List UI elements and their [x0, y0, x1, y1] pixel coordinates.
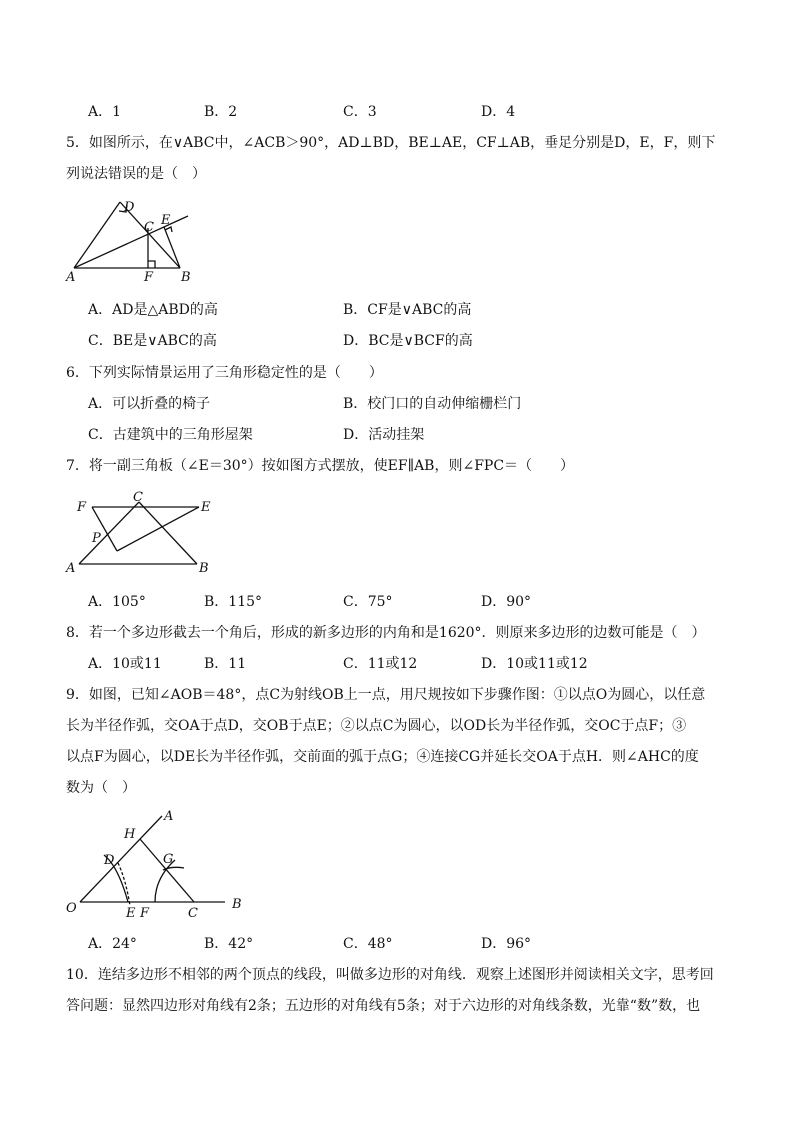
q5-seg-AE [74, 216, 188, 268]
q5-label-c: C [144, 220, 154, 235]
q10-stem-line2: 答问题：显然四边形对角线有2条；五边形的对角线有5条；对于六边形的对角线条数，光靠“数”数，也 [66, 998, 701, 1014]
q9-label-c: C [188, 906, 198, 921]
q9-label-h: H [124, 827, 136, 842]
q8-option-c[interactable]: C．11或12 [343, 656, 418, 672]
q9-option-d[interactable]: D．96° [481, 936, 532, 952]
q4-option-a[interactable]: A．1 [88, 104, 122, 120]
q5-option-b[interactable]: B．CF是∨ABC的高 [343, 302, 472, 318]
q7-option-a[interactable]: A．105° [88, 594, 146, 610]
q9-option-a[interactable]: A．24° [88, 936, 137, 952]
q9-label-a: A [164, 809, 174, 824]
q7-figure [62, 488, 222, 578]
q7-stem: 7．将一副三角板（∠E＝30°）按如图方式摆放，使EF∥AB，则∠FPC＝（ ） [66, 458, 575, 474]
q5-label-b: B [181, 270, 191, 284]
q7-label-p: P [92, 531, 101, 546]
q9-stem-line3: 以点F为圆心，以DE长为半径作弧，交前面的弧于点G；④连接CG并延长交OA于点H．则∠AHC的度 [66, 749, 699, 765]
q5-option-c[interactable]: C．BE是∨ABC的高 [88, 333, 217, 349]
q5-figure [60, 192, 200, 284]
q9-label-e: E [126, 906, 136, 921]
q6-option-d[interactable]: D．活动挂架 [343, 427, 425, 443]
q9-ray-OA [80, 816, 162, 902]
q6-option-c[interactable]: C．古建筑中的三角形屋架 [88, 427, 253, 443]
q7-seg-AC [79, 502, 139, 564]
q4-option-b[interactable]: B．2 [204, 104, 238, 120]
q5-option-a[interactable]: A．AD是△ABD的高 [88, 302, 218, 318]
q8-option-d[interactable]: D．10或11或12 [481, 656, 588, 672]
q8-option-a[interactable]: A．10或11 [88, 656, 162, 672]
q5-seg-EB [164, 227, 180, 268]
q9-seg-HC [140, 839, 194, 902]
q7-seg-CB [139, 502, 197, 564]
q4-option-d[interactable]: D．4 [481, 104, 516, 120]
q9-stem-line4: 数为（ ） [66, 780, 136, 796]
q7-option-c[interactable]: C．75° [343, 594, 393, 610]
q5-stem-line2: 列说法错误的是（ ） [66, 166, 206, 182]
q7-label-a: A [66, 561, 76, 576]
q7-option-b[interactable]: B．115° [204, 594, 263, 610]
q7-label-c: C [133, 490, 143, 505]
q8-option-b[interactable]: B．11 [204, 656, 247, 672]
q9-figure [60, 806, 250, 922]
q7-label-f: F [77, 500, 87, 515]
q9-label-b: B [232, 897, 242, 912]
q9-label-o: O [66, 901, 77, 916]
q7-seg-PE [117, 507, 199, 551]
q7-label-b: B [199, 561, 209, 576]
q9-option-b[interactable]: B．42° [204, 936, 254, 952]
q7-option-d[interactable]: D．90° [481, 594, 532, 610]
q4-option-c[interactable]: C．3 [343, 104, 377, 120]
q6-stem: 6．下列实际情景运用了三角形稳定性的是（ ） [66, 365, 383, 381]
q5-right-angle-f [148, 261, 155, 268]
q5-label-a: A [66, 270, 76, 284]
q9-label-g: G [163, 852, 174, 867]
q9-label-f: F [140, 906, 150, 921]
q7-label-e: E [201, 500, 211, 515]
q9-option-c[interactable]: C．48° [343, 936, 393, 952]
q5-label-f: F [144, 270, 154, 284]
q9-label-d: D [104, 853, 115, 868]
q6-option-a[interactable]: A．可以折叠的椅子 [88, 396, 211, 412]
q5-label-d: D [124, 200, 135, 215]
q5-label-e: E [161, 213, 171, 228]
q5-option-d[interactable]: D．BC是∨BCF的高 [343, 333, 473, 349]
q8-stem: 8．若一个多边形截去一个角后，形成的新多边形的内角和是1620°．则原来多边形的边数可能是（ ） [66, 625, 706, 641]
q5-stem-line1: 5．如图所示，在∨ABC中，∠ACB＞90°，AD⊥BD，BE⊥AE，CF⊥AB，垂足分别是D，E，F，则下 [66, 135, 716, 151]
q9-stem-line1: 9．如图，已知∠AOB＝48°，点C为射线OB上一点，用尺规按如下步骤作图：①以点O为圆心，以任意 [66, 687, 706, 703]
q9-arc-dashed [118, 863, 130, 906]
q9-stem-line2: 长为半径作弧，交OA于点D，交OB于点E；②以点C为圆心，以OD长为半径作弧，交OC于点F；③ [66, 718, 687, 734]
q6-option-b[interactable]: B．校门口的自动伸缩栅栏门 [343, 396, 522, 412]
q10-stem-line1: 10．连结多边形不相邻的两个顶点的线段，叫做多边形的对角线．观察上述图形并阅读相关文字，思考回 [66, 967, 714, 983]
